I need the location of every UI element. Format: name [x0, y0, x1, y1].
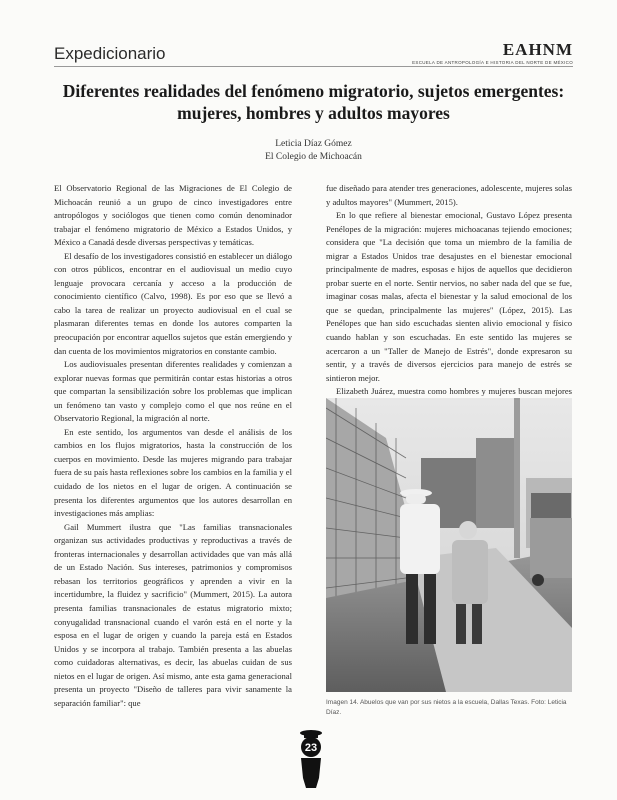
paragraph: El desafío de los investigadores consistió en establecer un diálogo con otros públicos, encontrar en el audiovisual un medio cuyo lenguaje provocara cercanía y acceso a la producción de conocimiento científico (Calvo, 1998). Es por eso que se llevó a cabo la tarea de realizar un proyecto audiovisual en el cual se plasmaran diferentes temas en donde los autores comparten la preocupación por encontrar aquellos sujetos que están emergiendo y dan cuenta de los movimientos migratorios en constante cambio. — [54, 250, 292, 356]
paragraph: En este sentido, los argumentos van desde el análisis de los cambios en los flujos migratorios, hasta la construcción de los cuerpos en movimiento. Desde las mujeres migrando para trabajar fuera de su país hasta reflexiones sobre los cambios en la familia y el cuidado de los nietos en el lugar de origen. A continuación se presenta los diferentes argumentos que los autores desarrollan en investigaciones más amplias: — [54, 426, 292, 519]
logo-tagline: ESCUELA DE ANTROPOLOGÍA E HISTORIA DEL NORTE DE MÉXICO — [412, 60, 573, 65]
article-photo — [326, 398, 572, 692]
title-line-2: mujeres, hombres y adultos mayores — [177, 103, 450, 123]
author-name: Leticia Díaz Gómez — [275, 139, 352, 149]
paragraph: El Observatorio Regional de las Migraciones de El Colegio de Michoacán reunió a un grupo de cinco investigadores entre antropólogos y sociólogos que tienen como común denominador trabajar el fenómeno migratorio de México a Estados Unidos, y México a Canadá desde diversas perspectivas y temáticas. — [54, 183, 292, 248]
paragraph: fue diseñado para atender tres generaciones, adolescente, mujeres solas y adultos mayores" (Mummert, 2015). — [326, 183, 572, 207]
author-block — [54, 138, 573, 164]
section-title: Expedicionario — [54, 44, 166, 63]
page-number: 23 — [304, 742, 318, 754]
paragraph: Gail Mummert ilustra que "Las familias transnacionales organizan sus actividades productivas y reproductivas a través de fronteras internacionales y desarrollan actividades que van más allá de un Estado Nación. Sus intereses, patrimonios y compromisos rebasan los territorios geográficos y aprenden a vivir en la incertidumbre, la fluidez y sacrificio" (Mummert, 2015). La autora presenta familias transnacionales de estatus migratorio mixto; conyugalidad transnacional cuando el varón está en el norte y la esposa en el lugar de origen y cuando la pareja está en Estados Unidos y se incorpora al trabajo. También presenta a las abuelas como cuidadoras alternativas, es decir, las abuelas cuidan de sus nietos en el lugar de origen. Así mismo, ante esta gama generacional presenta un proyecto "Diseño de talleres para vivir sanamente la separación familiar": que — [54, 521, 292, 708]
right-column — [326, 182, 572, 412]
title-line-1: Diferentes realidades del fenómeno migratorio, sujetos emergentes: — [62, 81, 565, 101]
paragraph: En lo que refiere al bienestar emocional, Gustavo López presenta Penélopes de la migración: mujeres michoacanas tejiendo emociones; considera que "La decisión que toma un miembro de la familia de migrar a Estados Unidos trae desajustes en el bienestar emocional principalmente de madres, esposas e hijos de aquellos que decidieron probar suerte en el norte. Sentir nervios, no saber nada del que se fue, imaginar cosas malas, afecta el bienestar y la salud emocional de los que se quedan, principalmente las mujeres" (López, 2015). Las Penélopes que han sido escuchadas sienten alivio emocional y físico cuando hablan y son escuchadas. En este sentido las mujeres se acercaron a un "Taller de Manejo de Estrés", donde expresaron su sentir, y a través de diversos ejercicios para manejo de estrés se sintieron mejor. — [326, 210, 572, 383]
page-number-badge — [296, 730, 326, 790]
author-affiliation: El Colegio de Michoacán — [265, 152, 362, 162]
paragraph: Elizabeth Juárez, muestra como hombres y mujeres buscan mejores — [336, 386, 572, 397]
article-title — [54, 80, 573, 124]
paragraph: Los audiovisuales presentan diferentes realidades y comienzan a explorar nuevas formas que permitirán contar estas historias a otros que compartan la sensibilización sobre los problemas que implican un fenómeno tan vasto y complejo como el que nos reúne en el Observatorio Regional, la migración al norte. — [54, 359, 292, 424]
page-number-figure-icon — [296, 730, 326, 790]
logo-text: EAHNM — [502, 40, 573, 59]
publisher-logo — [412, 40, 573, 65]
photo-grandparents-walking — [326, 398, 572, 692]
left-column — [54, 182, 292, 710]
figure-caption: Imagen 14. Abuelos que van por sus nietos a la escuela, Dallas Texas. Foto: Leticia Díaz. — [326, 699, 567, 716]
header-rule — [54, 66, 573, 67]
